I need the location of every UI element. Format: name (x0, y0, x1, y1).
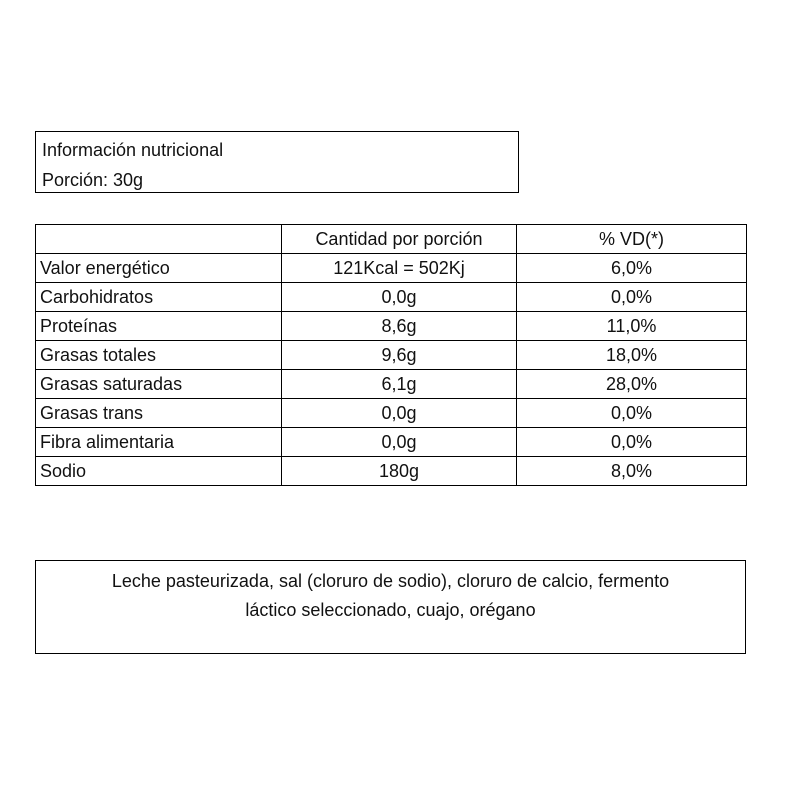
nutrient-vd: 8,0% (517, 457, 747, 486)
nutrient-name: Proteínas (36, 312, 282, 341)
table-row (36, 370, 747, 399)
nutrient-amount: 8,6g (282, 312, 517, 341)
nutrient-name: Grasas trans (36, 399, 282, 428)
nutrient-amount: 0,0g (282, 399, 517, 428)
table-row (36, 428, 747, 457)
table-row (36, 283, 747, 312)
nutrient-amount: 0,0g (282, 428, 517, 457)
nutrient-vd: 6,0% (517, 254, 747, 283)
portion-size: Porción: 30g (42, 170, 144, 190)
nutrient-name: Grasas totales (36, 341, 282, 370)
header-cell-nutrient (36, 225, 282, 254)
table-row (36, 312, 747, 341)
table-row (36, 254, 747, 283)
table-row (36, 399, 747, 428)
nutrient-amount: 9,6g (282, 341, 517, 370)
nutrient-vd: 0,0% (517, 283, 747, 312)
nutrient-vd: 0,0% (517, 399, 747, 428)
nutrient-name: Grasas saturadas (36, 370, 282, 399)
nutrient-vd: 18,0% (517, 341, 747, 370)
nutrient-name: Carbohidratos (36, 283, 282, 312)
ingredients-box (35, 560, 746, 654)
header-cell-amount: Cantidad por porción (282, 225, 517, 254)
nutrition-header (35, 131, 519, 193)
nutrient-amount: 0,0g (282, 283, 517, 312)
nutrient-amount: 180g (282, 457, 517, 486)
nutrition-title: Información nutricional (42, 140, 224, 160)
nutrient-amount: 6,1g (282, 370, 517, 399)
nutrient-vd: 0,0% (517, 428, 747, 457)
header-cell-vd: % VD(*) (517, 225, 747, 254)
nutrition-table (35, 224, 747, 486)
ingredients-line-1: Leche pasteurizada, sal (cloruro de sodio), cloruro de calcio, fermento (111, 571, 670, 591)
nutrient-vd: 11,0% (517, 312, 747, 341)
nutrient-name: Fibra alimentaria (36, 428, 282, 457)
table-row (36, 341, 747, 370)
nutrient-amount: 121Kcal = 502Kj (282, 254, 517, 283)
table-row (36, 457, 747, 486)
nutrient-vd: 28,0% (517, 370, 747, 399)
nutrient-name: Sodio (36, 457, 282, 486)
ingredients-line-2: láctico seleccionado, cuajo, orégano (245, 600, 536, 620)
table-header-row (36, 225, 747, 254)
nutrient-name: Valor energético (36, 254, 282, 283)
